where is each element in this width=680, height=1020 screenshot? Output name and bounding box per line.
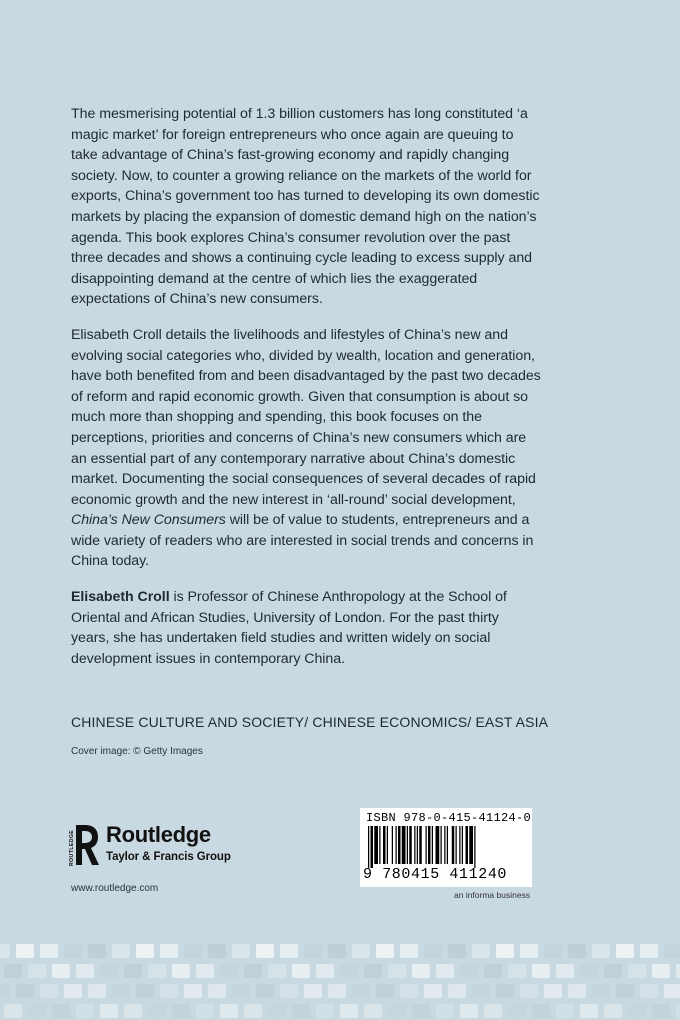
pattern-tile xyxy=(376,984,394,998)
pattern-tile xyxy=(400,984,418,998)
pattern-tile xyxy=(568,944,586,958)
barcode-number: 9 780415 411240 xyxy=(363,866,508,883)
pattern-tile xyxy=(244,964,262,978)
blurb-paragraph-2 xyxy=(71,325,541,572)
pattern-tile xyxy=(604,1004,622,1018)
barcode-bar xyxy=(417,826,418,864)
pattern-tile xyxy=(148,964,166,978)
pattern-tile xyxy=(664,984,680,998)
pattern-tile xyxy=(112,984,130,998)
pattern-tile xyxy=(460,964,478,978)
pattern-tile xyxy=(28,964,46,978)
barcode-bar xyxy=(428,826,431,864)
blurb-p2-end: will be of value to students, entrepreneurs and a wide variety of readers who are interested in social trends and concerns in China today. xyxy=(71,512,534,570)
pattern-tile xyxy=(124,1004,142,1018)
pattern-tile xyxy=(412,964,430,978)
barcode-bar xyxy=(432,826,433,864)
publisher-group: Taylor & Francis Group xyxy=(106,851,231,863)
pattern-tile xyxy=(172,964,190,978)
subject-categories: CHINESE CULTURE AND SOCIETY/ CHINESE ECONOMICS/ EAST ASIA xyxy=(71,714,549,730)
pattern-tile xyxy=(196,964,214,978)
pattern-tile xyxy=(640,984,658,998)
pattern-tile xyxy=(496,944,514,958)
barcode-bar xyxy=(419,826,422,864)
pattern-tile xyxy=(424,944,442,958)
publisher-url: www.routledge.com xyxy=(71,883,159,894)
pattern-tile xyxy=(316,1004,334,1018)
barcode-bar xyxy=(462,826,463,864)
pattern-tile xyxy=(136,984,154,998)
decorative-tile-pattern xyxy=(0,940,680,1020)
pattern-tile xyxy=(208,984,226,998)
pattern-tile xyxy=(172,1004,190,1018)
pattern-tile xyxy=(628,964,646,978)
pattern-tile xyxy=(40,984,58,998)
book-title-italic: China’s New Consumers xyxy=(71,512,226,529)
barcode-bar xyxy=(441,826,442,864)
cover-image-credit: Cover image: © Getty Images xyxy=(71,746,203,757)
pattern-tile xyxy=(160,984,178,998)
author-name: Elisabeth Croll xyxy=(71,589,170,606)
pattern-tile xyxy=(580,1004,598,1018)
pattern-tile xyxy=(16,944,34,958)
barcode-bar xyxy=(414,826,415,864)
pattern-tile xyxy=(364,1004,382,1018)
barcode-bar xyxy=(456,826,457,864)
pattern-tile xyxy=(388,1004,406,1018)
pattern-tile xyxy=(76,1004,94,1018)
pattern-tile xyxy=(232,984,250,998)
barcode-bar xyxy=(469,826,473,864)
pattern-tile xyxy=(532,964,550,978)
pattern-tile xyxy=(316,964,334,978)
blurb-paragraph-1: The mesmerising potential of 1.3 billion customers has long constituted ‘a magic market’ for foreign entrepreneurs who once again are queuing to take advantage of China’s fast-growing economy and rapidly changing society. Now, to counter a growing reliance on the markets of the world for exports, China’s government too has turned to developing its own domestic markets by placing the expansion of domestic demand high on the nation’s agenda. This book explores China’s consumer revolution over the past three decades and shows a continuing cycle leading to excess supply and disappointing demand at the centre of which lies the exaggerated expectations of China’s new consumers. xyxy=(71,106,540,308)
barcode-bar xyxy=(466,826,469,864)
pattern-tile xyxy=(520,944,538,958)
pattern-tile xyxy=(496,984,514,998)
blurb-p2-start: Elisabeth Croll details the livelihoods and lifestyles of China’s new and evolving social categories who, divided by wealth, location and generation, have both benefited from and been disadvantaged by the past two decades of reform and rapid economic growth. Given that consumption is about so much more than shopping and spending, this book focuses on the perceptions, priorities and concerns of China’s new consumers which are an essential part of any contemporary narrative about China’s domestic market. Documenting the social consequences of several decades of rapid economic growth and the new interest in ‘all-round’ social development, xyxy=(71,326,541,508)
pattern-tile xyxy=(100,1004,118,1018)
pattern-tile xyxy=(400,944,418,958)
pattern-tile xyxy=(4,964,22,978)
pattern-tile xyxy=(184,984,202,998)
pattern-tile xyxy=(628,1004,646,1018)
pattern-tile xyxy=(220,964,238,978)
author-bio xyxy=(71,587,541,669)
barcode-bar xyxy=(383,826,386,864)
pattern-tile xyxy=(88,984,106,998)
pattern-tile xyxy=(544,984,562,998)
publisher-tagline: an informa business xyxy=(454,890,531,900)
pattern-tile xyxy=(472,984,490,998)
pattern-tile xyxy=(52,1004,70,1018)
pattern-tile xyxy=(376,944,394,958)
pattern-tile xyxy=(280,944,298,958)
pattern-tile xyxy=(508,1004,526,1018)
pattern-tile xyxy=(556,1004,574,1018)
pattern-tile xyxy=(4,1004,22,1018)
pattern-tile xyxy=(64,944,82,958)
barcode-bar xyxy=(379,826,380,864)
pattern-tile xyxy=(364,964,382,978)
pattern-tile xyxy=(568,984,586,998)
pattern-tile xyxy=(256,984,274,998)
barcode-bar xyxy=(452,826,455,864)
pattern-tile xyxy=(592,984,610,998)
pattern-tile xyxy=(460,1004,478,1018)
pattern-tile xyxy=(196,1004,214,1018)
pattern-tile xyxy=(520,984,538,998)
pattern-tile xyxy=(148,1004,166,1018)
pattern-tile xyxy=(136,944,154,958)
pattern-tile xyxy=(652,1004,670,1018)
pattern-tile xyxy=(40,944,58,958)
barcode-bar xyxy=(409,826,412,864)
pattern-tile xyxy=(16,984,34,998)
barcode-bar xyxy=(398,826,401,864)
barcode-bar xyxy=(396,826,397,864)
pattern-tile xyxy=(208,944,226,958)
barcode-bar xyxy=(402,826,406,864)
pattern-tile xyxy=(0,984,10,998)
barcode-bar xyxy=(436,826,440,864)
barcode-bar xyxy=(444,826,445,864)
pattern-tile xyxy=(508,964,526,978)
routledge-logo xyxy=(66,821,236,871)
barcode-bar xyxy=(392,826,393,864)
pattern-tile xyxy=(352,984,370,998)
pattern-tile xyxy=(292,1004,310,1018)
barcode-bar xyxy=(407,826,408,864)
author-bio-text: is Professor of Chinese Anthropology at the School of Oriental and African Studies, University of London. For the past thirty years, she has undertaken field studies and written widely on social development issues in contemporary China. xyxy=(71,589,507,667)
pattern-tile xyxy=(340,964,358,978)
barcode-bar xyxy=(387,826,388,864)
pattern-tile xyxy=(448,944,466,958)
pattern-tile xyxy=(664,944,680,958)
pattern-tile xyxy=(556,964,574,978)
pattern-tile xyxy=(256,944,274,958)
pattern-tile xyxy=(184,944,202,958)
pattern-tile xyxy=(244,1004,262,1018)
pattern-tile xyxy=(652,964,670,978)
pattern-tile xyxy=(484,1004,502,1018)
barcode-bar xyxy=(371,826,374,868)
back-cover-blurb xyxy=(71,104,541,683)
barcode-bar xyxy=(474,826,475,868)
pattern-tile xyxy=(124,964,142,978)
pattern-tile xyxy=(676,964,680,978)
pattern-tile xyxy=(436,964,454,978)
pattern-tile xyxy=(352,944,370,958)
pattern-tile xyxy=(616,984,634,998)
pattern-tile xyxy=(28,1004,46,1018)
pattern-tile xyxy=(160,944,178,958)
barcode-bar xyxy=(368,826,369,868)
pattern-tile xyxy=(292,964,310,978)
pattern-tile xyxy=(232,944,250,958)
pattern-tile xyxy=(268,1004,286,1018)
pattern-tile xyxy=(64,984,82,998)
pattern-tile xyxy=(412,1004,430,1018)
pattern-tile xyxy=(676,1004,680,1018)
pattern-tile xyxy=(304,944,322,958)
pattern-tile xyxy=(52,964,70,978)
isbn-label: ISBN 978-0-415-41124-0 xyxy=(366,811,532,825)
pattern-tile xyxy=(472,944,490,958)
pattern-tile xyxy=(268,964,286,978)
pattern-tile xyxy=(436,1004,454,1018)
pattern-tile xyxy=(448,984,466,998)
pattern-tile xyxy=(484,964,502,978)
logo-vertical-text: ROUTLEDGE xyxy=(69,829,75,866)
pattern-tile xyxy=(100,964,118,978)
pattern-tile xyxy=(640,944,658,958)
pattern-tile xyxy=(0,944,10,958)
pattern-tile xyxy=(544,944,562,958)
barcode-bars xyxy=(368,826,526,868)
pattern-tile xyxy=(280,984,298,998)
pattern-tile xyxy=(532,1004,550,1018)
barcode-bar xyxy=(447,826,448,864)
pattern-tile xyxy=(220,1004,238,1018)
barcode-bar xyxy=(459,826,460,864)
pattern-tile xyxy=(388,964,406,978)
pattern-tile xyxy=(592,944,610,958)
publisher-name: Routledge xyxy=(106,822,211,847)
pattern-tile xyxy=(580,964,598,978)
barcode-bar xyxy=(374,826,378,864)
pattern-tile xyxy=(88,944,106,958)
pattern-tile xyxy=(112,944,130,958)
pattern-tile xyxy=(304,984,322,998)
pattern-tile xyxy=(328,944,346,958)
routledge-r-icon xyxy=(66,821,100,869)
pattern-tile xyxy=(328,984,346,998)
isbn-barcode xyxy=(360,808,532,887)
pattern-tile xyxy=(76,964,94,978)
pattern-tile xyxy=(424,984,442,998)
barcode-bar xyxy=(426,826,427,864)
pattern-tile xyxy=(604,964,622,978)
pattern-tile xyxy=(616,944,634,958)
pattern-tile xyxy=(340,1004,358,1018)
